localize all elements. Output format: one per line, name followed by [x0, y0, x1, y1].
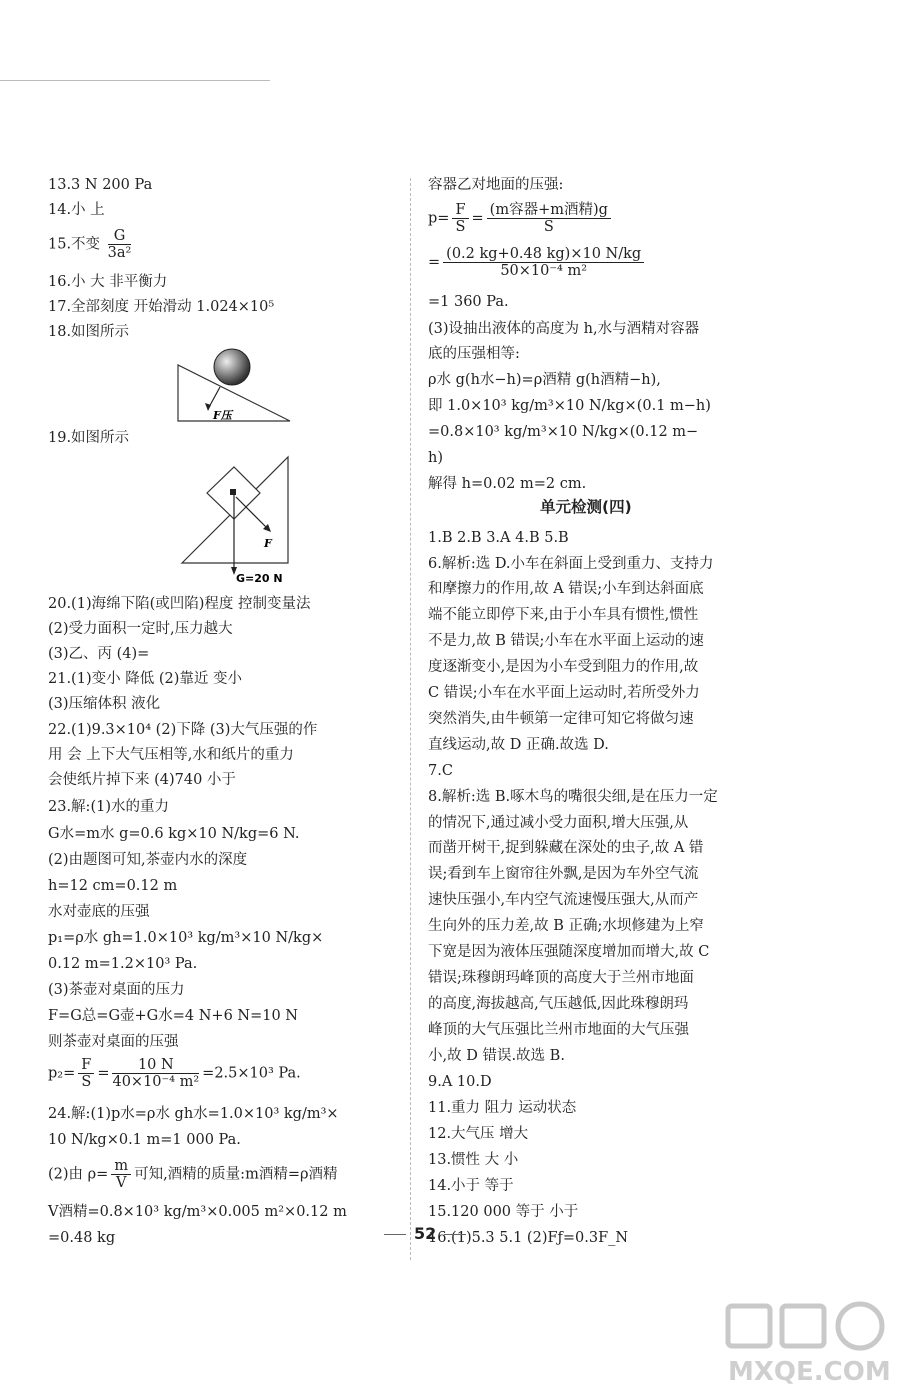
- answer-6-line: 和摩擦力的作用,故 A 错误;小车到达斜面底: [428, 581, 704, 597]
- solution-line: ρ水 g(h水−h)=ρ酒精 g(h酒精−h),: [428, 372, 661, 388]
- solution-line: 即 1.0×10³ kg/m³×10 N/kg×(0.1 m−h): [428, 398, 711, 414]
- answer-8-line: 错误;珠穆朗玛峰顶的高度大于兰州市地面: [428, 970, 694, 986]
- fraction: $\frac{\text{(m容器+m酒精)g}}{S}$: [487, 202, 611, 235]
- answer-8-line: 而凿开树干,捉到躲藏在深处的虫子,故 A 错: [428, 840, 704, 856]
- answer-12: 12.大气压 增大: [428, 1126, 529, 1142]
- answer-9-10: 9.A 10.D: [428, 1074, 492, 1090]
- answer-14: 14.小 上: [48, 202, 105, 218]
- answer-23-line: h=12 cm=0.12 m: [48, 878, 178, 894]
- answer-19: 19.如图所示: [48, 430, 130, 446]
- answer-6-line: 端不能立即停下来,由于小车具有惯性,惯性: [428, 607, 699, 623]
- fraction: $\frac{10 N}{\text{40×10⁻⁴ m²}}$: [112, 1057, 200, 1090]
- answer-17: 17.全部刻度 开始滑动 1.024×10⁵: [48, 299, 275, 315]
- answer-8-line: 的高度,海拔越高,气压越低,因此珠穆朗玛: [428, 996, 689, 1012]
- solution-line: h): [428, 450, 443, 466]
- answer-24: 24.解:(1)p水=ρ水 gh水=1.0×10³ kg/m³×: [48, 1106, 339, 1122]
- column-divider: [410, 178, 411, 1260]
- solution-line: 底的压强相等:: [428, 346, 520, 362]
- answer-22: 22.(1)9.3×10⁴ (2)下降 (3)大气压强的作: [48, 722, 318, 738]
- answer-13: 13.惯性 大 小: [428, 1152, 519, 1168]
- solution-formula: = $\frac{(0.2 kg+0.48 kg)\times 10 N/kg}{\text{50×10⁻⁴ m²}}$: [428, 246, 647, 279]
- answer-15: 15.120 000 等于 小于: [428, 1204, 579, 1220]
- solution-line: 容器乙对地面的压强:: [428, 177, 564, 193]
- ball-icon: [214, 349, 250, 385]
- answer-24-line: =0.48 kg: [48, 1230, 116, 1246]
- answer-8-line: 小,故 D 错误.故选 B.: [428, 1048, 565, 1064]
- answer-24-line: 10 N/kg×0.1 m=1 000 Pa.: [48, 1132, 241, 1148]
- solution-line: =1 360 Pa.: [428, 294, 509, 310]
- answer-23-line: (2)由题图可知,茶壶内水的深度: [48, 852, 248, 868]
- answer-15: 15.不变 $\frac{G}{\text{3a²}}$: [48, 228, 132, 261]
- answer-6-line: 直线运动,故 D 正确.故选 D.: [428, 737, 609, 753]
- force-label: F压: [213, 409, 232, 422]
- answer-20b: (2)受力面积一定时,压力越大: [48, 621, 233, 637]
- answer-1-5: 1.B 2.B 3.A 4.B 5.B: [428, 530, 569, 546]
- answer-16: 16.小 大 非平衡力: [48, 274, 168, 290]
- figure-19-block-on-incline: [172, 453, 297, 583]
- answer-23-line: 则茶壶对桌面的压强: [48, 1034, 179, 1050]
- solution-line: 解得 h=0.02 m=2 cm.: [428, 476, 587, 492]
- answer-23-line: 0.12 m=1.2×10³ Pa.: [48, 956, 198, 972]
- answer-8-line: 生向外的压力差,故 B 正确;水坝修建为上窄: [428, 918, 704, 934]
- answer-6: 6.解析:选 D.小车在斜面上受到重力、支持力: [428, 556, 714, 572]
- fraction: $\frac{(0.2 kg+0.48 kg)\times 10 N/kg}{\text{50×10⁻⁴ m²}}$: [443, 246, 644, 279]
- answer-24-formula: (2)由 ρ= $\frac{m}{V}$ 可知,酒精的质量:m酒精=ρ酒精: [48, 1158, 338, 1191]
- center-point: [230, 489, 236, 495]
- watermark-text: MXQE.COM: [728, 1357, 891, 1385]
- header-rule: [0, 80, 270, 81]
- force-label: F: [264, 537, 272, 550]
- answer-7: 7.C: [428, 763, 453, 779]
- answer-6-line: 度逐渐变小,是因为小车受到阻力的作用,故: [428, 659, 699, 675]
- answer-24-line: V酒精=0.8×10³ kg/m³×0.005 m²×0.12 m: [48, 1204, 347, 1220]
- answer-23: 23.解:(1)水的重力: [48, 799, 169, 815]
- answer-11: 11.重力 阻力 运动状态: [428, 1100, 577, 1116]
- solution-line: (3)设抽出液体的高度为 h,水与酒精对容器: [428, 321, 700, 337]
- answer-6-line: C 错误;小车在水平面上运动时,若所受外力: [428, 685, 700, 701]
- fraction: $\frac{m}{V}$: [111, 1158, 131, 1191]
- fraction: $\frac{G}{\text{3a²}}$: [107, 228, 132, 261]
- answer-6-line: 不是力,故 B 错误;小车在水平面上运动的速: [428, 633, 704, 649]
- answer-23-line: 水对壶底的压强: [48, 904, 150, 920]
- watermark-logo: [720, 1300, 898, 1385]
- page-number: 52: [376, 1224, 474, 1243]
- answer-8: 8.解析:选 B.啄木鸟的嘴很尖细,是在压力一定: [428, 789, 718, 805]
- answer-22b: 用 会 上下大气压相等,水和纸片的重力: [48, 747, 294, 763]
- answer-20: 20.(1)海绵下陷(或凹陷)程度 控制变量法: [48, 596, 311, 612]
- answer-14: 14.小于 等于: [428, 1178, 514, 1194]
- answer-20c: (3)乙、丙 (4)=: [48, 646, 150, 662]
- answer-13: 13.3 N 200 Pa: [48, 177, 153, 193]
- answer-16: 16.(1)5.3 5.1 (2)Fƒ=0.3F_N: [428, 1230, 629, 1246]
- fraction: $\frac{F}{S}$: [78, 1057, 94, 1090]
- answer-22c: 会使纸片掉下来 (4)740 小于: [48, 772, 236, 788]
- answer-23-line: (3)茶壶对桌面的压力: [48, 982, 185, 998]
- answer-23-line: p₁=ρ水 gh=1.0×10³ kg/m³×10 N/kg×: [48, 930, 324, 946]
- solution-formula: p= $\frac{F}{S}$ = $\frac{\text{(m容器+m酒精)g}}{S}$: [428, 202, 614, 235]
- answer-23-line: G水=m水 g=0.6 kg×10 N/kg=6 N.: [48, 826, 300, 842]
- answer-21: 21.(1)变小 降低 (2)靠近 变小: [48, 671, 242, 687]
- answer-8-line: 峰顶的大气压强比兰州市地面的大气压强: [428, 1022, 689, 1038]
- fraction: $\frac{F}{S}$: [452, 202, 468, 235]
- answer-23-formula: p₂= $\frac{F}{S}$ = $\frac{10 N}{\text{40×10⁻⁴ m²}}$ =2.5×10³ Pa.: [48, 1057, 301, 1090]
- answer-8-line: 误;看到车上窗帘往外飘,是因为车外空气流: [428, 866, 699, 882]
- figure-18-ball-on-incline: [170, 345, 295, 425]
- answer-8-line: 的情况下,通过减小受力面积,增大压强,从: [428, 815, 689, 831]
- answer-21b: (3)压缩体积 液化: [48, 696, 161, 712]
- answer-23-line: F=G总=G壶+G水=4 N+6 N=10 N: [48, 1008, 298, 1024]
- answer-6-line: 突然消失,由牛顿第一定律可知它将做匀速: [428, 711, 694, 727]
- answer-8-line: 速快压强小,车内空气流速慢压强大,从而产: [428, 892, 699, 908]
- section-heading: 单元检测(四): [540, 498, 632, 516]
- answer-8-line: 下宽是因为液体压强随深度增加而增大,故 C: [428, 944, 710, 960]
- answer-18: 18.如图所示: [48, 324, 130, 340]
- gravity-label: G=20 N: [236, 572, 283, 583]
- solution-line: =0.8×10³ kg/m³×10 N/kg×(0.12 m−: [428, 424, 699, 440]
